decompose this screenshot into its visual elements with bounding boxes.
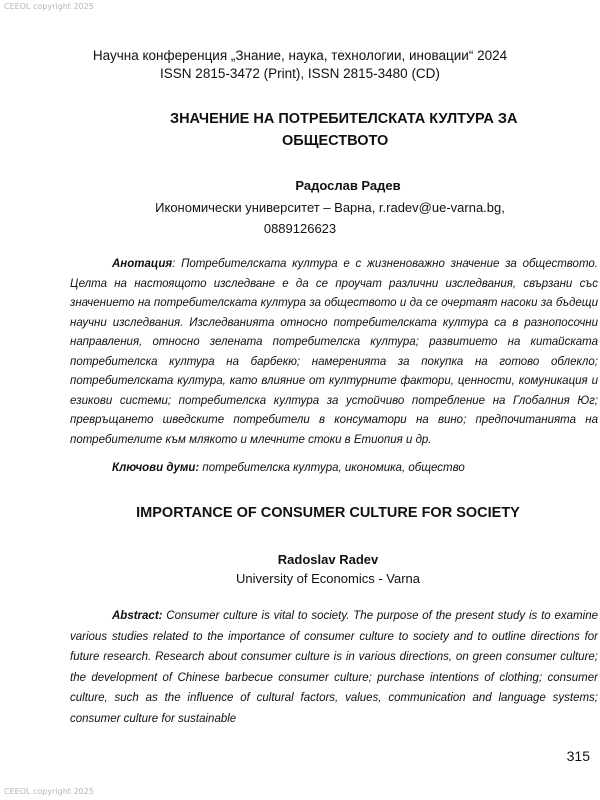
bg-title	[170, 108, 570, 152]
conference-header: Научна конференция „Знание, наука, технологии, иновации“ 2024	[92, 48, 508, 63]
bg-author-phone: 0889126623	[263, 221, 337, 236]
en-author-name: Radoslav Radev	[277, 552, 379, 567]
bg-keywords	[70, 462, 600, 474]
issn-line: ISSN 2815-3472 (Print), ISSN 2815-3480 (CD)	[160, 66, 440, 81]
bg-abstract	[70, 255, 600, 450]
bg-author-name: Радослав Радев	[295, 178, 401, 193]
en-title: IMPORTANCE OF CONSUMER CULTURE FOR SOCIETY	[136, 505, 520, 521]
bg-keywords-label: Ключови думи:	[112, 462, 200, 474]
bg-keywords-text: потребителска култура, икономика, общество	[199, 462, 465, 474]
page-number: 315	[566, 748, 590, 764]
bg-abstract-label: Анотация	[112, 258, 173, 270]
bg-title-line2: ОБЩЕСТВОТО	[282, 133, 389, 149]
watermark-bottom: CEEOL copyright 2025	[4, 787, 94, 796]
watermark-top: CEEOL copyright 2025	[4, 2, 94, 11]
bg-title-line1: ЗНАЧЕНИЕ НА ПОТРЕБИТЕЛСКАТА КУЛТУРА ЗА	[170, 111, 518, 127]
en-abstract	[70, 606, 600, 729]
en-author-affiliation: University of Economics - Varna	[236, 571, 420, 586]
en-abstract-label: Abstract:	[112, 610, 163, 622]
bg-author-affiliation: Икономически университет – Варна, r.radev@ue-varna.bg,	[155, 200, 505, 215]
bg-abstract-text: : Потребителската култура е с жизненоважно значение за обществото. Целта на настоящото изследване е да се проучат различни изследвания, свързани със значението на потребителската култура за обществото и да се очертаят насоки за бъдещи научни изследвания. Изследванията относно потребителската култура са в разнопосочни направления, относно зелената потребителска култура; развитието на китайската потребителска култура на барбекю; намеренията за покупка на готово облекло; потребителската култура, като влияние от културните фактори, ценности, комуникация и езикови системи; потребителска култура за устойчиво потребление на Глобалния Юг; превръщането шведските потребители в консуматори на вино; предпочитанията на потребителите към млякото и млечните стоки в Етиопия и др.	[70, 258, 598, 446]
en-abstract-text: Consumer culture is vital to society. The purpose of the present study is to examine various studies related to the importance of consumer culture to society and to outline directions for future research. Research about consumer culture is in various directions, on green consumer culture; the development of Chinese barbecue consumer culture; purchase intentions of clothing; consumer culture, such as the influence of cultural factors, values, communication and language systems; consumer culture for sustainable	[70, 610, 598, 725]
